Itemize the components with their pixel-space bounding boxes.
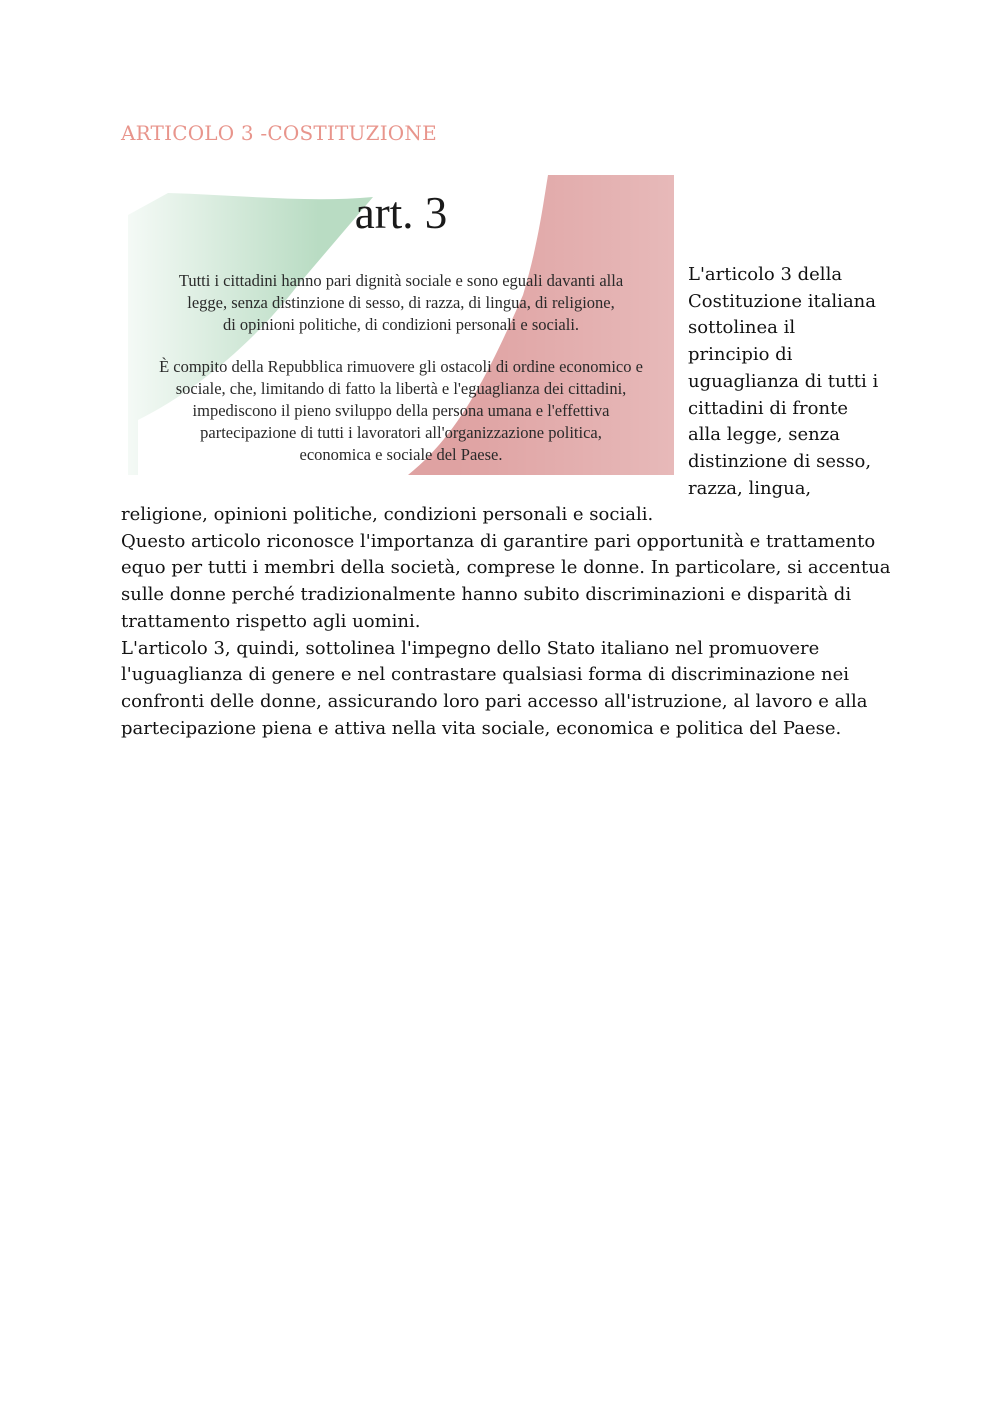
- image-paragraph-2: [128, 356, 674, 466]
- text-line: religione, opinioni politiche, condizioni personali e sociali.: [121, 504, 654, 525]
- body-paragraph-1: [121, 502, 891, 529]
- body-paragraph-2: [121, 529, 891, 636]
- image-line: economica e sociale del Paese.: [299, 445, 503, 464]
- image-line: legge, senza distinzione di sesso, di razza, di lingua, di religione,: [187, 293, 615, 312]
- text-line: distinzione di sesso,: [688, 450, 872, 472]
- text-line: Questo articolo riconosce l'importanza di garantire pari opportunità e trattamento: [121, 530, 876, 552]
- image-line: sociale, che, limitando di fatto la libertà e l'eguaglianza dei cittadini,: [175, 379, 627, 398]
- body-text: [121, 502, 891, 742]
- page-heading: ARTICOLO 3 -COSTITUZIONE: [121, 121, 437, 145]
- image-line: Tutti i cittadini hanno pari dignità sociale e sono eguali davanti alla: [178, 271, 624, 290]
- image-line: di opinioni politiche, di condizioni personali e sociali.: [222, 315, 580, 334]
- text-line: trattamento rispetto agli uomini.: [121, 610, 421, 632]
- text-line: sottolinea il: [688, 317, 796, 339]
- text-line: alla legge, senza: [688, 424, 840, 446]
- image-title: art. 3: [354, 188, 448, 238]
- text-line: confronti delle donne, assicurando loro pari accesso all'istruzione, al lavoro e alla: [121, 690, 868, 712]
- image-line: È compito della Repubblica rimuovere gli ostacoli di ordine economico e: [159, 357, 643, 376]
- body-paragraph-3: [121, 636, 891, 743]
- article-3-image: [128, 175, 674, 475]
- text-line: sulle donne perché tradizionalmente hanno subito discriminazioni e disparità di: [121, 584, 852, 606]
- side-paragraph: [688, 262, 888, 502]
- text-line: equo per tutti i membri della società, comprese le donne. In particolare, si accentua: [121, 557, 891, 579]
- text-line: razza, lingua,: [688, 477, 812, 499]
- image-line: partecipazione di tutti i lavoratori all'organizzazione politica,: [200, 423, 602, 442]
- image-paragraph-1: [128, 270, 674, 336]
- text-line: uguaglianza di tutti i: [688, 370, 879, 392]
- text-line: L'articolo 3, quindi, sottolinea l'impegno dello Stato italiano nel promuovere: [121, 637, 820, 659]
- image-line: impediscono il pieno sviluppo della persona umana e l'effettiva: [192, 401, 610, 420]
- text-line: L'articolo 3 della: [688, 264, 843, 285]
- text-line: Costituzione italiana: [688, 290, 876, 312]
- text-line: principio di: [688, 344, 793, 366]
- text-line: l'uguaglianza di genere e nel contrastare qualsiasi forma di discriminazione nei: [121, 664, 850, 686]
- text-line: partecipazione piena e attiva nella vita sociale, economica e politica del Paese.: [121, 717, 842, 739]
- text-line: cittadini di fronte: [688, 397, 848, 419]
